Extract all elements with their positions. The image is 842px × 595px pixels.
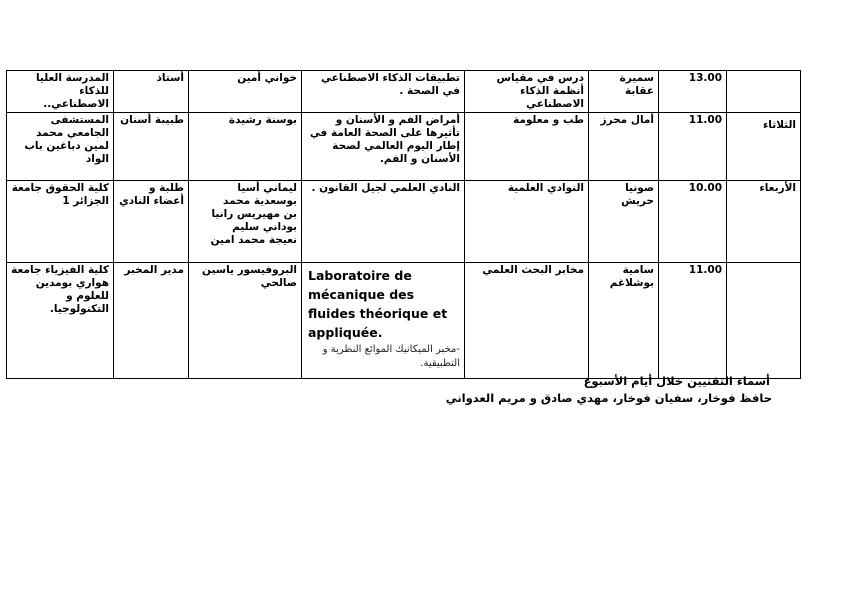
topic-cell: درس في مقياس أنظمة الذكاء الاصطناعي (465, 71, 589, 113)
title-cell: تطبيقات الذكاء الاصطناعي في الصحة . (302, 71, 465, 113)
title-cell (302, 263, 465, 379)
table-row (7, 113, 801, 181)
table-row (7, 181, 801, 263)
table-row (7, 71, 801, 113)
time-cell: 13.00 (659, 71, 727, 113)
title-cell: أمراض الفم و الأسنان و تأثيرها على الصحة العامة في إطار اليوم العالمي لصحة الأسنان و الفم. (302, 113, 465, 181)
guest-cell (189, 181, 302, 263)
role-cell: طبيبة أسنان (114, 113, 189, 181)
guest-name: بن مهيريس رانيا (211, 208, 297, 220)
guest-name: بوسعدية محمد (223, 195, 297, 207)
time-cell: 10.00 (659, 181, 727, 263)
institution-cell: كلية الفيزياء جامعة هواري بومدين للعلوم و التكنولوجيا. (7, 263, 114, 379)
guest-cell: بوسنة رشيدة (189, 113, 302, 181)
presenter-cell: سامية بوشلاغم (589, 263, 659, 379)
technicians-names: حافظ فوخار، سفيان فوخار، مهدي صادق و مريم العدواني (445, 391, 772, 405)
institution-cell: المدرسة العليا للذكاء الاصطناعي.. (7, 71, 114, 113)
title-cell: النادي العلمي لجيل القانون . (302, 181, 465, 263)
time-cell: 11.00 (659, 263, 727, 379)
role-cell: مدير المخبر (114, 263, 189, 379)
guest-name: بوداني سليم (232, 221, 297, 233)
presenter-cell: سميرة عقابة (589, 71, 659, 113)
technicians-heading: أسماء التقنيين خلال أيام الأسبوع (583, 374, 770, 388)
day-cell: الثلاثاء (727, 113, 801, 181)
topic-cell: طب و معلومة (465, 113, 589, 181)
presenter-cell: أمال محرز (589, 113, 659, 181)
day-cell: الأربعاء (727, 181, 801, 263)
role-cell: أستاذ (114, 71, 189, 113)
schedule-table (6, 70, 801, 379)
topic-cell: النوادي العلمية (465, 181, 589, 263)
day-cell (727, 71, 801, 113)
topic-cell: مخابر البحث العلمي (465, 263, 589, 379)
guest-cell: خواني أمين (189, 71, 302, 113)
time-cell: 11.00 (659, 113, 727, 181)
guest-name: نعيجة محمد امين (210, 234, 297, 246)
table-row (7, 263, 801, 379)
institution-cell: كلية الحقوق جامعة الجزائر 1 (7, 181, 114, 263)
role-cell: طلبة و أعضاء النادي (114, 181, 189, 263)
lab-title-arabic: -مخبر الميكانيك الموائع النظرية و التطبيقية. (322, 344, 460, 369)
day-cell (727, 263, 801, 379)
guest-cell: البروفيسور ياسين صالحي (189, 263, 302, 379)
institution-cell: المستشفى الجامعي محمد لمين دباغين باب الواد (7, 113, 114, 181)
lab-title-french: Laboratoire de mécanique des fluides théorique et appliquée. (308, 268, 448, 340)
guest-name: ليماني أسيا (237, 182, 297, 194)
presenter-cell: صونيا حريش (589, 181, 659, 263)
